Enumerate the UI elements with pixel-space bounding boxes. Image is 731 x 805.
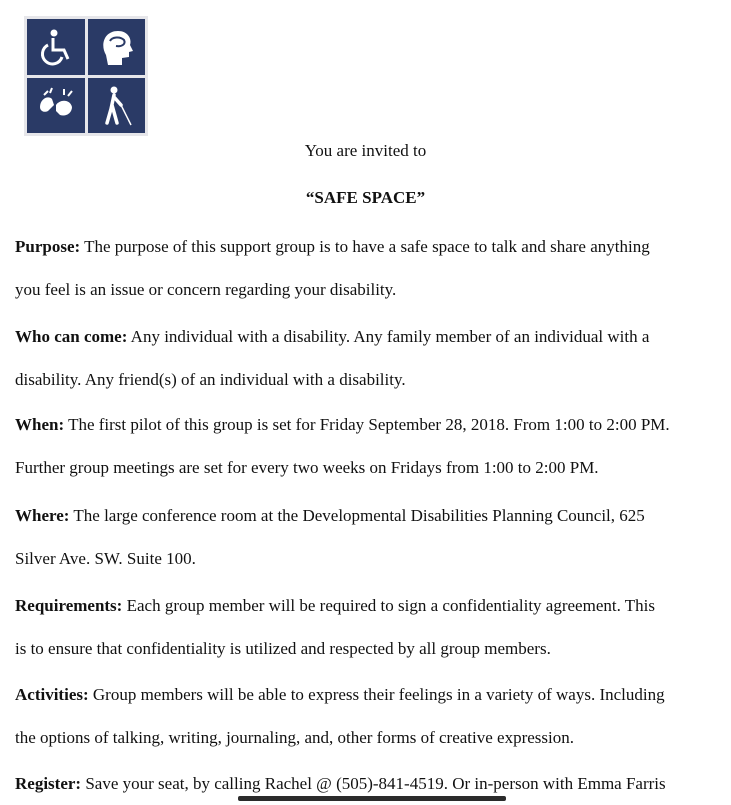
sign-language-icon: [34, 83, 78, 127]
section-purpose: [15, 225, 725, 311]
logo-tile-wheelchair: [27, 19, 85, 75]
logo-tile-sign: [27, 78, 85, 134]
accessibility-logo: [24, 16, 148, 136]
section-text: is to ensure that confidentiality is utilized and respected by all group members.: [15, 639, 551, 658]
section-text: disability. Any friend(s) of an individual with a disability.: [15, 370, 406, 389]
logo-tile-head: [88, 19, 146, 75]
section-where: [15, 494, 725, 580]
section-label: Activities:: [15, 685, 89, 704]
section-label: Who can come:: [15, 327, 128, 346]
section-text: Any individual with a disability. Any family member of an individual with a: [127, 327, 650, 346]
section-text: Save your seat, by calling Rachel @ (505)-841-4519. Or in-person with Emma Farris: [81, 774, 666, 793]
section-label: Requirements:: [15, 596, 123, 615]
section-text: Silver Ave. SW. Suite 100.: [15, 549, 196, 568]
event-title: “SAFE SPACE”: [305, 188, 426, 207]
section-text: the options of talking, writing, journaling, and, other forms of creative expression.: [15, 728, 574, 747]
section-text: you feel is an issue or concern regarding your disability.: [15, 280, 397, 299]
section-label: Purpose:: [15, 237, 81, 256]
section-requirements: [15, 584, 725, 670]
logo-tile-blind: [88, 78, 146, 134]
section-text: Further group meetings are set for every two weeks on Fridays from 1:00 to 2:00 PM.: [15, 458, 599, 477]
blind-cane-icon: [94, 83, 138, 127]
section-text: Group members will be able to express their feelings in a variety of ways. Including: [88, 685, 665, 704]
section-activities: [15, 673, 725, 759]
horizontal-scrollbar[interactable]: [238, 796, 506, 801]
section-label: Register:: [15, 774, 82, 793]
section-text: The purpose of this support group is to have a safe space to talk and share anything: [80, 237, 650, 256]
section-when: [15, 403, 725, 489]
section-label: Where:: [15, 506, 70, 525]
section-text: The large conference room at the Developmental Disabilities Planning Council, 625: [69, 506, 645, 525]
head-brain-icon: [94, 25, 138, 69]
wheelchair-icon: [34, 25, 78, 69]
section-text: The first pilot of this group is set for Friday September 28, 2018. From 1:00 to 2:00 PM.: [64, 415, 670, 434]
section-who-can-come: [15, 315, 725, 401]
section-label: When:: [15, 415, 65, 434]
invite-text: You are invited to: [304, 141, 427, 160]
section-text: Each group member will be required to sign a confidentiality agreement. This: [122, 596, 656, 615]
